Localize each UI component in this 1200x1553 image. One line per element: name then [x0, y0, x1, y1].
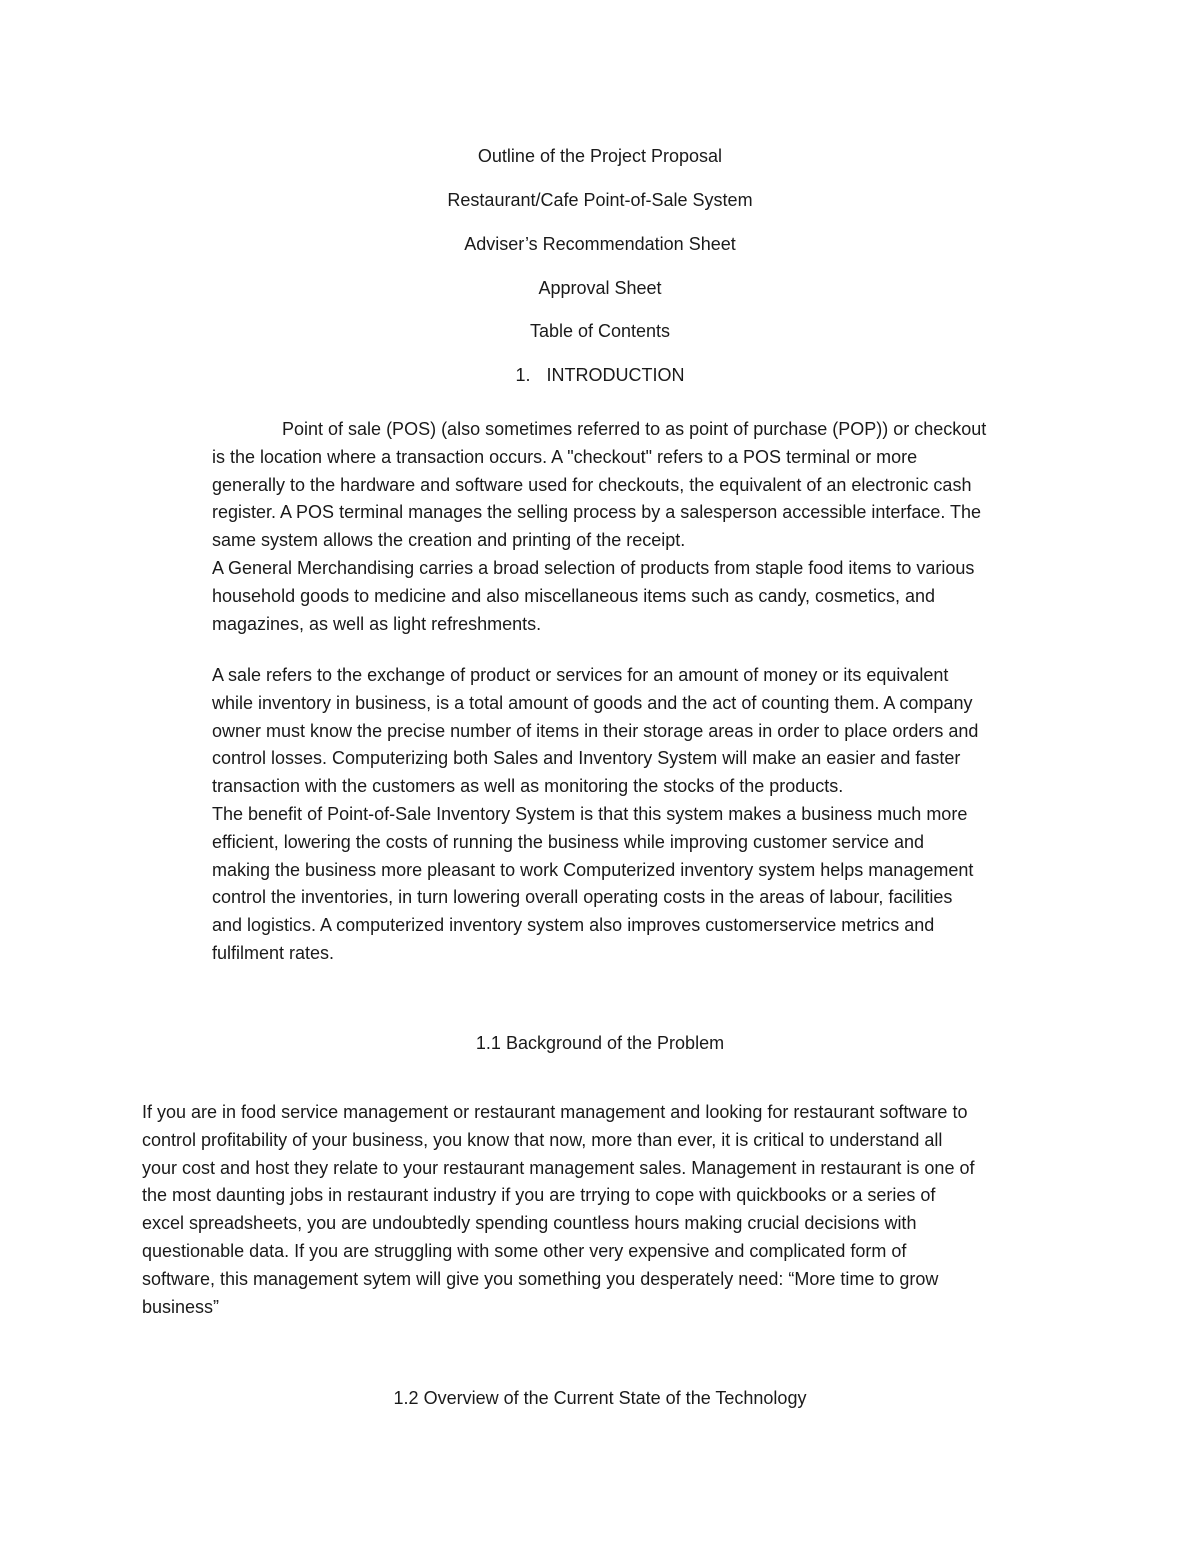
intro-paragraph-2 [212, 662, 978, 968]
system-title: Restaurant/Cafe Point-of-Sale System [447, 190, 753, 210]
text-line: efficient, lowering the costs of running the business while improving customer service and [212, 831, 925, 852]
text-line: making the business more pleasant to work Computerized inventory system helps management [212, 859, 974, 880]
section-1-title: INTRODUCTION [546, 365, 685, 385]
text-line: household goods to medicine and also miscellaneous items such as candy, cosmetics, and [212, 585, 936, 606]
text-line: the most daunting jobs in restaurant industry if you are trrying to cope with quickbooks or a series of [142, 1185, 936, 1206]
text-line: control losses. Computerizing both Sales and Inventory System will make an easier and faster [212, 748, 961, 769]
text-line: same system allows the creation and printing of the receipt. [212, 530, 686, 551]
text-line: owner must know the precise number of items in their storage areas in order to place orders and [212, 720, 979, 741]
text-line: control profitability of your business, you know that now, more than ever, it is critical to understand all [142, 1129, 943, 1150]
text-line: is the location where a transaction occurs. A "checkout" refers to a POS terminal or more [212, 446, 918, 467]
text-line: Point of sale (POS) (also sometimes referred to as point of purchase (POP)) or checkout [282, 419, 987, 439]
text-line: A sale refers to the exchange of product or services for an amount of money or its equivalent [212, 665, 949, 685]
text-line: your cost and host they relate to your restaurant management sales. Management in restaurant is one of [142, 1157, 975, 1178]
text-line: generally to the hardware and software used for checkouts, the equivalent of an electronic cash [212, 474, 972, 495]
section-1-number: 1. [515, 365, 531, 385]
text-line: A General Merchandising carries a broad selection of products from staple food items to various [212, 557, 975, 578]
background-paragraph [142, 1099, 974, 1321]
text-line: If you are in food service management or restaurant management and looking for restaurant software to [142, 1102, 968, 1122]
approval-sheet: Approval Sheet [538, 278, 662, 298]
text-line: control the inventories, in turn lowering overall operating costs in the areas of labour, facilities [212, 887, 953, 908]
text-line: excel spreadsheets, you are undoubtedly spending countless hours making crucial decisions with [142, 1213, 917, 1234]
text-line: questionable data. If you are struggling with some other very expensive and complicated form of [142, 1240, 907, 1261]
section-1-1-heading: 1.1 Background of the Problem [475, 1033, 725, 1053]
text-line: fulfilment rates. [212, 942, 335, 963]
section-1-heading [0, 363, 1200, 387]
text-line: transaction with the customers as well as monitoring the stocks of the products. [212, 776, 844, 797]
text-line: magazines, as well as light refreshments. [212, 613, 542, 634]
section-1-2-heading: 1.2 Overview of the Current State of the Technology [393, 1388, 807, 1408]
text-line: register. A POS terminal manages the selling process by a salesperson accessible interface. The [212, 502, 982, 523]
outline-title: Outline of the Project Proposal [477, 146, 723, 166]
text-line: while inventory in business, is a total amount of goods and the act of counting them. A company [212, 692, 973, 713]
text-line: and logistics. A computerized inventory system also improves customerservice metrics and [212, 915, 935, 936]
adviser-recommendation-sheet: Adviser’s Recommendation Sheet [464, 234, 736, 254]
text-line: software, this management sytem will give you something you desperately need: “More time to grow [142, 1268, 939, 1289]
intro-paragraph-1 [212, 416, 986, 638]
table-of-contents: Table of Contents [529, 321, 671, 341]
text-line: The benefit of Point-of-Sale Inventory System is that this system makes a business much more [212, 803, 968, 824]
text-line: business” [142, 1296, 220, 1317]
